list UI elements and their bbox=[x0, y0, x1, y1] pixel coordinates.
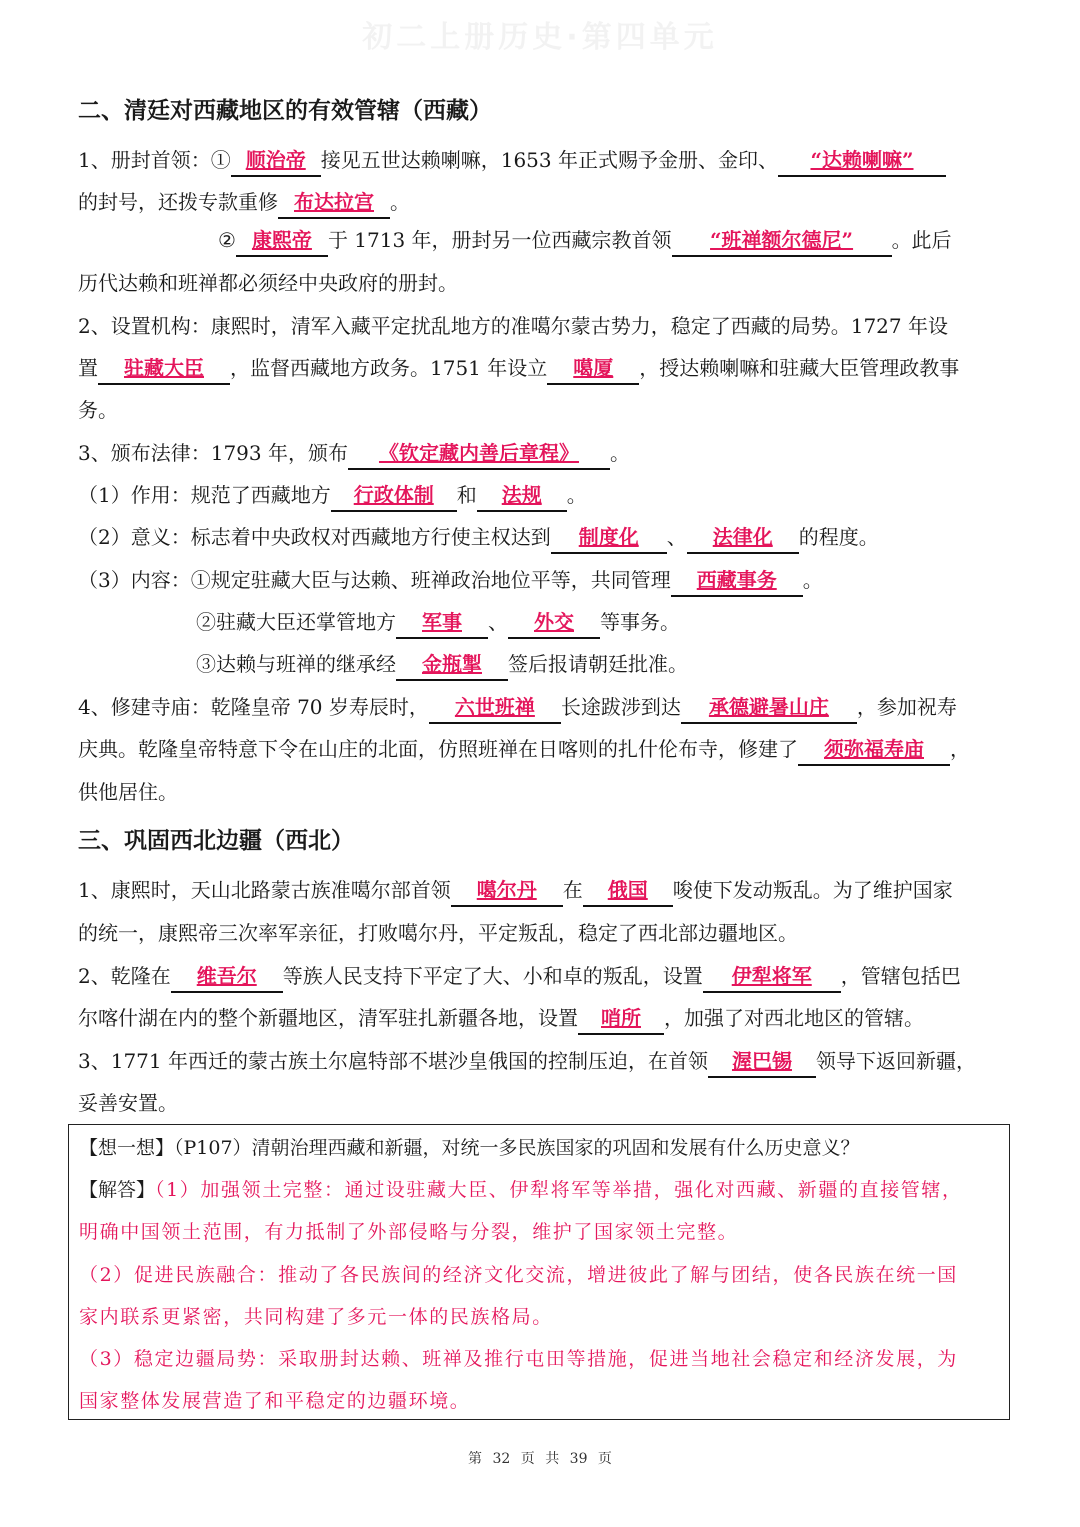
text: （1）作用：规范了西藏地方 bbox=[78, 483, 331, 507]
answer-label: 【解答】 bbox=[79, 1179, 156, 1201]
fill-blank: 俄国 bbox=[583, 875, 673, 907]
text: 1、册封首领：① bbox=[78, 148, 231, 172]
answer-line: 家内联系更紧密，共同构建了多元一体的民族格局。 bbox=[79, 1306, 553, 1328]
text: 长途跋涉到达 bbox=[560, 695, 681, 719]
text: 等事务。 bbox=[600, 610, 680, 634]
fill-blank: 法规 bbox=[477, 480, 567, 512]
fill-blank: 承德避暑山庄 bbox=[681, 692, 857, 724]
fill-blank: 法律化 bbox=[687, 522, 799, 554]
paragraph-line bbox=[78, 601, 1008, 643]
fill-blank: 维吾尔 bbox=[171, 961, 283, 993]
text: ②驻藏大臣还掌管地方 bbox=[196, 610, 396, 634]
paragraph-line bbox=[78, 474, 1008, 516]
page-number: 第 32 页 共 39 页 bbox=[468, 1451, 612, 1467]
text: 。 bbox=[609, 441, 630, 465]
fill-blank: 布达拉宫 bbox=[278, 187, 390, 219]
paragraph-line bbox=[78, 139, 1008, 181]
fill-blank: 顺治帝 bbox=[231, 145, 321, 177]
text: （2）意义：标志着中央政权对西藏地方行使主权达到 bbox=[78, 525, 551, 549]
paragraph-line bbox=[78, 516, 1008, 558]
text: 3、颁布法律：1793 年，颁布 bbox=[78, 441, 348, 465]
text: 接见五世达赖喇嘛，1653 年正式赐予金册、金印、 bbox=[320, 148, 778, 172]
text: ，授达赖喇嘛和驻藏大臣管理政教事 bbox=[639, 356, 960, 380]
fill-blank: “班禅额尔德尼” bbox=[672, 225, 892, 257]
paragraph-line: 2、设置机构：康熙时，清军入藏平定扰乱地方的准噶尔蒙古势力，稳定了西藏的局势。1727 年设 bbox=[78, 314, 948, 338]
paragraph-line bbox=[78, 559, 1008, 601]
text: ，管辖包括巴 bbox=[840, 964, 961, 988]
paragraph-line bbox=[78, 181, 1008, 223]
fill-blank: 《钦定藏内善后章程》 bbox=[348, 438, 610, 470]
text: 唆使下发动叛乱。为了维护国家 bbox=[672, 878, 953, 902]
text: 于 1713 年，册封另一位西藏宗教首领 bbox=[327, 228, 672, 252]
answer-line: （2）促进民族融合：推动了各民族间的经济文化交流，增进彼此了解与团结，使各民族在统一国 bbox=[79, 1264, 958, 1286]
fill-blank: 哨所 bbox=[578, 1003, 664, 1035]
paragraph-line bbox=[78, 432, 1008, 474]
fill-blank: “达赖喇嘛” bbox=[778, 145, 946, 177]
fill-blank: 噶尔丹 bbox=[451, 875, 563, 907]
text: 庆典。乾隆皇帝特意下令在山庄的北面，仿照班禅在日喀则的扎什伦布寺，修建了 bbox=[78, 737, 798, 761]
fill-blank: 金瓶掣 bbox=[396, 649, 508, 681]
text: 。 bbox=[802, 568, 823, 592]
text: ，加强了对西北地区的管辖。 bbox=[664, 1006, 924, 1030]
fill-blank: 康熙帝 bbox=[236, 225, 328, 257]
section-title-northwest: 三、巩固西北边疆（西北） bbox=[78, 828, 354, 854]
text: ② bbox=[218, 228, 236, 252]
think-box bbox=[68, 1124, 1010, 1420]
paragraph-line: 务。 bbox=[78, 398, 118, 422]
text: 、 bbox=[666, 525, 687, 549]
text: ， bbox=[950, 737, 970, 761]
text: 。此后 bbox=[891, 228, 952, 252]
answer-line: 国家整体发展营造了和平稳定的边疆环境。 bbox=[79, 1390, 471, 1412]
answer-line: （3）稳定边疆局势：采取册封达赖、班禅及推行屯田等措施，促进当地社会稳定和经济发展，为 bbox=[79, 1348, 958, 1370]
text: ，监督西藏地方政务。1751 年设立 bbox=[230, 356, 548, 380]
text: 3、1771 年西迁的蒙古族土尔扈特部不堪沙皇俄国的控制压迫，在首领 bbox=[78, 1049, 708, 1073]
text: 尔喀什湖在内的整个新疆地区，清军驻扎新疆各地，设置 bbox=[78, 1006, 578, 1030]
paragraph-line: 妥善安置。 bbox=[78, 1091, 178, 1115]
text: 。 bbox=[390, 190, 410, 214]
think-question: 【想一想】（P107）清朝治理西藏和新疆，对统一多民族国家的巩固和发展有什么历史意义？ bbox=[79, 1137, 860, 1159]
text: 2、乾隆在 bbox=[78, 964, 171, 988]
answer-line bbox=[79, 1169, 1004, 1211]
text: 、 bbox=[488, 610, 508, 634]
fill-blank: 军事 bbox=[396, 607, 488, 639]
answer-line: 明确中国领土范围，有力抵制了外部侵略与分裂，维护了国家领土完整。 bbox=[79, 1221, 739, 1243]
fill-blank: 外交 bbox=[508, 607, 600, 639]
fill-blank: 须弥福寿庙 bbox=[798, 734, 950, 766]
text: 4、修建寺庙：乾隆皇帝 70 岁寿辰时， bbox=[78, 695, 429, 719]
paragraph-line bbox=[78, 643, 1008, 685]
text: 1、康熙时，天山北路蒙古族准噶尔部首领 bbox=[78, 878, 451, 902]
watermark: 初二上册历史·第四单元 bbox=[362, 20, 718, 55]
paragraph-line bbox=[78, 728, 1008, 770]
text: 领导下返回新疆， bbox=[815, 1049, 976, 1073]
fill-blank: 西藏事务 bbox=[671, 565, 803, 597]
section-title-tibet: 二、清廷对西藏地区的有效管辖（西藏） bbox=[78, 98, 492, 124]
text: 的封号，还拨专款重修 bbox=[78, 190, 278, 214]
text: ，参加祝寿 bbox=[856, 695, 957, 719]
paragraph-line bbox=[78, 347, 1008, 389]
paragraph-line bbox=[78, 997, 1008, 1039]
paragraph-line bbox=[78, 686, 1008, 728]
paragraph-line: 供他居住。 bbox=[78, 780, 178, 804]
fill-blank: 伊犁将军 bbox=[703, 961, 841, 993]
text: 置 bbox=[78, 356, 98, 380]
fill-blank: 渥巴锡 bbox=[708, 1046, 816, 1078]
text: 等族人民支持下平定了大、小和卓的叛乱，设置 bbox=[282, 964, 703, 988]
fill-blank: 六世班禅 bbox=[429, 692, 561, 724]
text: （3）内容：①规定驻藏大臣与达赖、班禅政治地位平等，共同管理 bbox=[78, 568, 671, 592]
fill-blank: 制度化 bbox=[551, 522, 667, 554]
paragraph-line bbox=[78, 869, 1008, 911]
paragraph-line: 历代达赖和班禅都必须经中央政府的册封。 bbox=[78, 271, 458, 295]
text: 签后报请朝廷批准。 bbox=[508, 652, 688, 676]
paragraph-line bbox=[78, 955, 1008, 997]
answer-text: （1）加强领土完整：通过设驻藏大臣、伊犁将军等举措，强化对西藏、新疆的直接管辖， bbox=[155, 1179, 963, 1201]
paragraph-line bbox=[78, 1040, 1008, 1082]
text: 和 bbox=[456, 483, 477, 507]
text: 。 bbox=[566, 483, 587, 507]
paragraph-line: 的统一，康熙帝三次率军亲征，打败噶尔丹，平定叛乱，稳定了西北部边疆地区。 bbox=[78, 921, 798, 945]
text: 在 bbox=[562, 878, 583, 902]
text: 的程度。 bbox=[798, 525, 879, 549]
fill-blank: 驻藏大臣 bbox=[98, 353, 230, 385]
paragraph-line bbox=[78, 219, 1008, 261]
text: ③达赖与班禅的继承经 bbox=[196, 652, 396, 676]
fill-blank: 噶厦 bbox=[547, 353, 639, 385]
fill-blank: 行政体制 bbox=[331, 480, 457, 512]
